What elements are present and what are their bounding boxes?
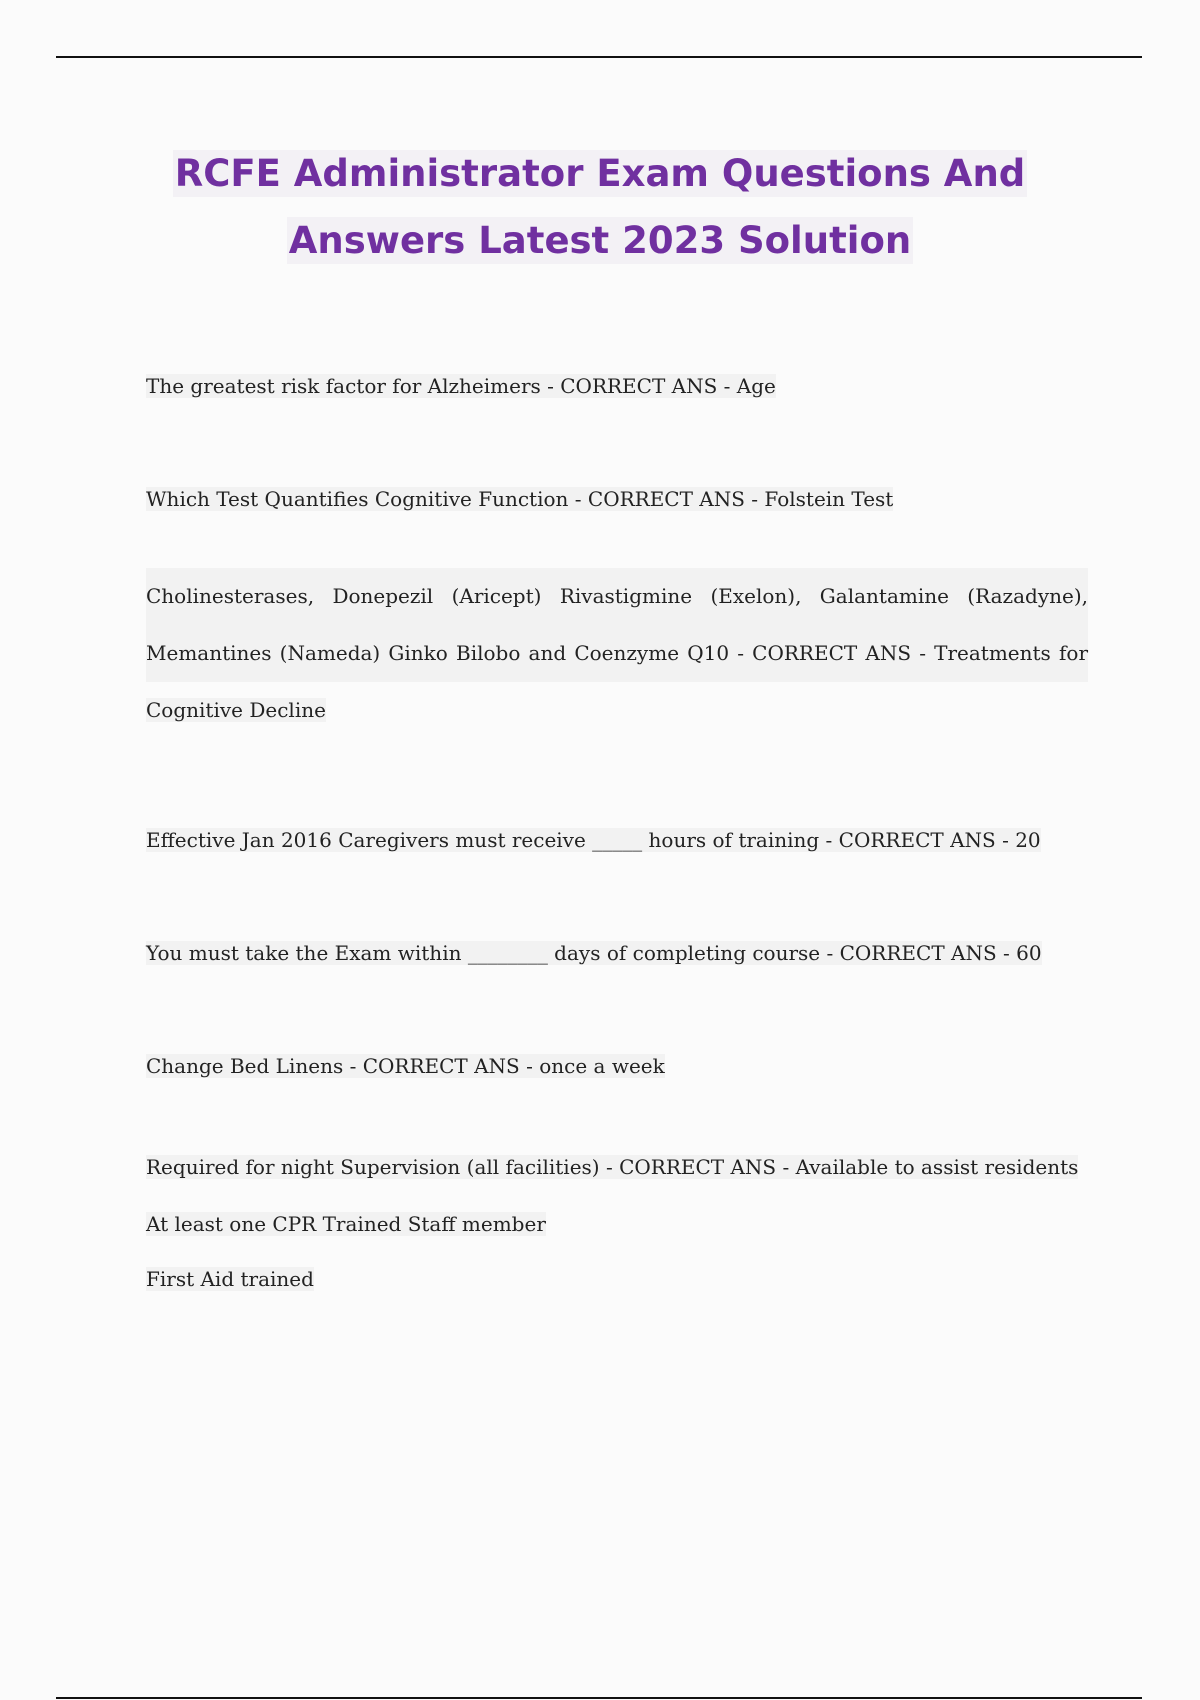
title-line-2: Answers Latest 2023 Solution [288,219,912,262]
qa-text: Change Bed Linens - CORRECT ANS - once a week [146,1054,665,1078]
document-title [100,140,1100,274]
qa-text-line-content: Required for night Supervision (all facilities) - CORRECT ANS - Available to assist residents [146,1155,1079,1179]
qa-item [146,364,1088,408]
qa-text-line: Cholinesterases, Donepezil (Aricept) Rivastigmine (Exelon), Galantamine (Razadyne), [146,568,1088,625]
qa-item [146,1044,1088,1088]
qa-text-line [146,682,1088,739]
qa-text-line [146,1251,1088,1308]
qa-text-line [146,1139,1088,1196]
qa-text: Effective Jan 2016 Caregivers must receive _____ hours of training - CORRECT ANS - 20 [146,828,1041,852]
qa-item [146,1139,1088,1308]
qa-text-line-content: Cognitive Decline [146,698,326,722]
qa-text-line-content: First Aid trained [146,1267,314,1291]
qa-text: Which Test Quantifies Cognitive Function - CORRECT ANS - Folstein Test [146,487,894,511]
qa-item [146,931,1088,975]
bottom-rule [56,1697,1142,1699]
qa-item [146,477,1088,521]
qa-item [146,568,1088,739]
qa-text-line [146,1196,1088,1253]
qa-item [146,818,1088,862]
qa-text: You must take the Exam within ________ days of completing course - CORRECT ANS - 60 [146,941,1042,965]
title-line-1: RCFE Administrator Exam Questions And [174,152,1026,195]
qa-text-line: Memantines (Nameda) Ginko Bilobo and Coenzyme Q10 - CORRECT ANS - Treatments for [146,625,1088,682]
top-rule [56,56,1142,58]
qa-text-line-content: At least one CPR Trained Staff member [146,1212,546,1236]
qa-text: The greatest risk factor for Alzheimers - CORRECT ANS - Age [146,374,776,398]
